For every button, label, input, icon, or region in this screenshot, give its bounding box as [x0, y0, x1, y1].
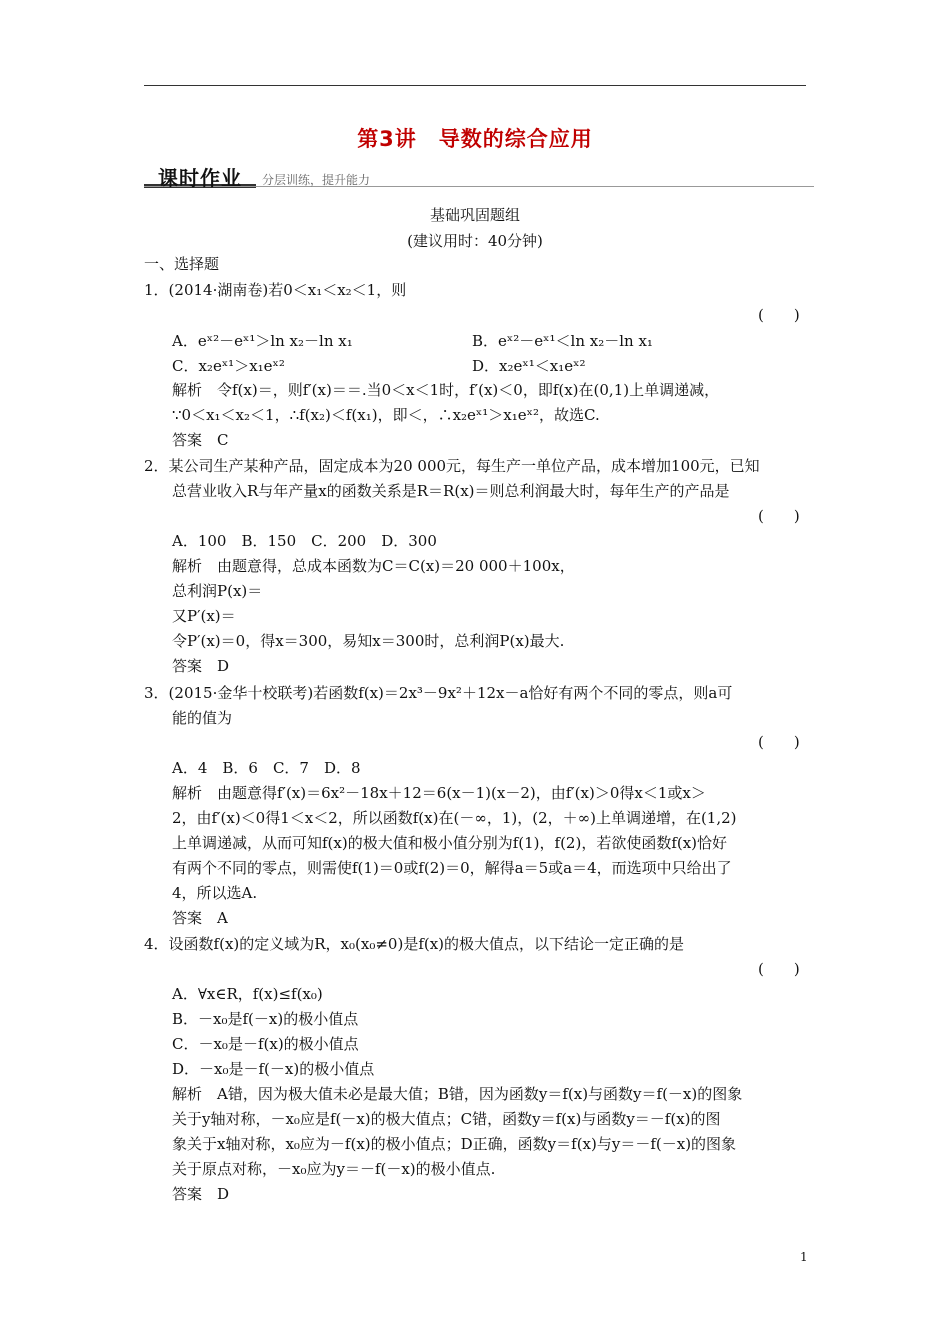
q2-stem: 总营业收入R与年产量x的函数关系是R＝R(x)＝则总利润最大时，每年生产的产品是 — [172, 482, 730, 500]
q3-options: A．4 B．6 C．7 D．8 — [172, 759, 361, 777]
q2-answer-blank: ( ) — [758, 507, 800, 525]
section-banner — [144, 162, 814, 188]
q1-option-c: C．x₂eˣ¹＞x₁eˣ² — [172, 357, 285, 375]
banner-label: 课时作业 — [158, 166, 242, 190]
q3-solution-line: 4，所以选A. — [172, 884, 258, 902]
q1-solution-line: 解析 令f(x)＝，则f′(x)＝＝.当0＜x＜1时，f′(x)＜0，即f(x)在(0,1)上单调递减， — [172, 381, 720, 399]
q3-stem: 能的值为 — [172, 709, 233, 727]
q2-stem: 2．某公司生产某种产品，固定成本为20 000元，每生产一单位产品，成本增加100元，已知 — [144, 457, 760, 475]
q4-solution-line: 关于原点对称，－x₀应为y＝－f(－x)的极小值点. — [172, 1160, 496, 1178]
q2-answer: 答案 D — [172, 657, 230, 675]
section-heading: 一、选择题 — [144, 255, 220, 273]
q3-answer-blank: ( ) — [758, 733, 800, 751]
q4-solution-line: 解析 A错，因为极大值未必是最大值；B错，因为函数y＝f(x)与函数y＝f(－x)的图象 — [172, 1085, 743, 1103]
q1-answer-blank: ( ) — [758, 306, 800, 324]
q4-solution-line: 关于y轴对称，－x₀应是f(－x)的极大值点；C错，函数y＝f(x)与函数y＝－f(x)的图 — [172, 1110, 721, 1128]
q3-stem: 3．(2015·金华十校联考)若函数f(x)＝2x³－9x²＋12x－a恰好有两个不同的零点，则a可 — [144, 684, 733, 702]
q4-answer: 答案 D — [172, 1185, 230, 1203]
q3-answer: 答案 A — [172, 909, 228, 927]
q4-option-c: C．－x₀是－f(x)的极小值点 — [172, 1035, 359, 1053]
page-number: 1 — [800, 1250, 808, 1264]
group-title: 基础巩固题组 — [429, 206, 520, 224]
q2-solution-line: 总利润P(x)＝ — [172, 582, 263, 600]
q3-solution-line: 2，由f′(x)＜0得1＜x＜2，所以函数f(x)在(－∞，1)，(2，＋∞)上单调递增，在(1,2) — [172, 809, 737, 827]
q1-option-a: A．eˣ²－eˣ¹＞ln x₂－ln x₁ — [172, 332, 353, 350]
time-hint: (建议用时：40分钟) — [407, 232, 543, 250]
q4-option-a: A．∀x∈R，f(x)≤f(x₀) — [172, 985, 323, 1003]
q4-option-d: D．－x₀是－f(－x)的极小值点 — [172, 1060, 375, 1078]
q2-solution-line: 又P′(x)＝ — [172, 607, 236, 625]
page-title: 第3讲 导数的综合应用 — [357, 127, 593, 151]
q1-option-d: D．x₂eˣ¹＜x₁eˣ² — [472, 357, 586, 375]
q4-option-b: B．－x₀是f(－x)的极小值点 — [172, 1010, 359, 1028]
q3-solution-line: 上单调递减，从而可知f(x)的极大值和极小值分别为f(1)，f(2)，若欲使函数f(x)恰好 — [172, 834, 728, 852]
q3-solution-line: 有两个不同的零点，则需使f(1)＝0或f(2)＝0，解得a＝5或a＝4，而选项中只给出了 — [172, 859, 732, 877]
q2-options: A．100 B．150 C．200 D．300 — [172, 532, 437, 550]
q1-answer: 答案 C — [172, 431, 229, 449]
q2-solution-line: 解析 由题意得，总成本函数为C＝C(x)＝20 000＋100x， — [172, 557, 575, 575]
q1-solution-line: ∵0＜x₁＜x₂＜1，∴f(x₂)＜f(x₁)，即＜，∴x₂eˣ¹＞x₁eˣ²，故选C. — [172, 406, 600, 424]
q1-option-b: B．eˣ²－eˣ¹＜ln x₂－ln x₁ — [472, 332, 653, 350]
q4-solution-line: 象关于x轴对称，x₀应为－f(x)的极小值点；D正确，函数y＝f(x)与y＝－f(－x)的图象 — [172, 1135, 737, 1153]
top-rule — [144, 85, 806, 86]
banner-subtitle: 分层训练，提升能力 — [262, 173, 371, 187]
q1-stem: 1．(2014·湖南卷)若0＜x₁＜x₂＜1，则 — [144, 281, 407, 299]
q4-answer-blank: ( ) — [758, 960, 800, 978]
q4-stem: 4．设函数f(x)的定义域为R，x₀(x₀≠0)是f(x)的极大值点，以下结论一定正确的是 — [144, 935, 685, 953]
banner-rule — [144, 186, 814, 187]
q2-solution-line: 令P′(x)＝0，得x＝300，易知x＝300时，总利润P(x)最大. — [172, 632, 565, 650]
q3-solution-line: 解析 由题意得f′(x)＝6x²－18x＋12＝6(x－1)(x－2)，由f′(x)＞0得x＜1或x＞ — [172, 784, 706, 802]
